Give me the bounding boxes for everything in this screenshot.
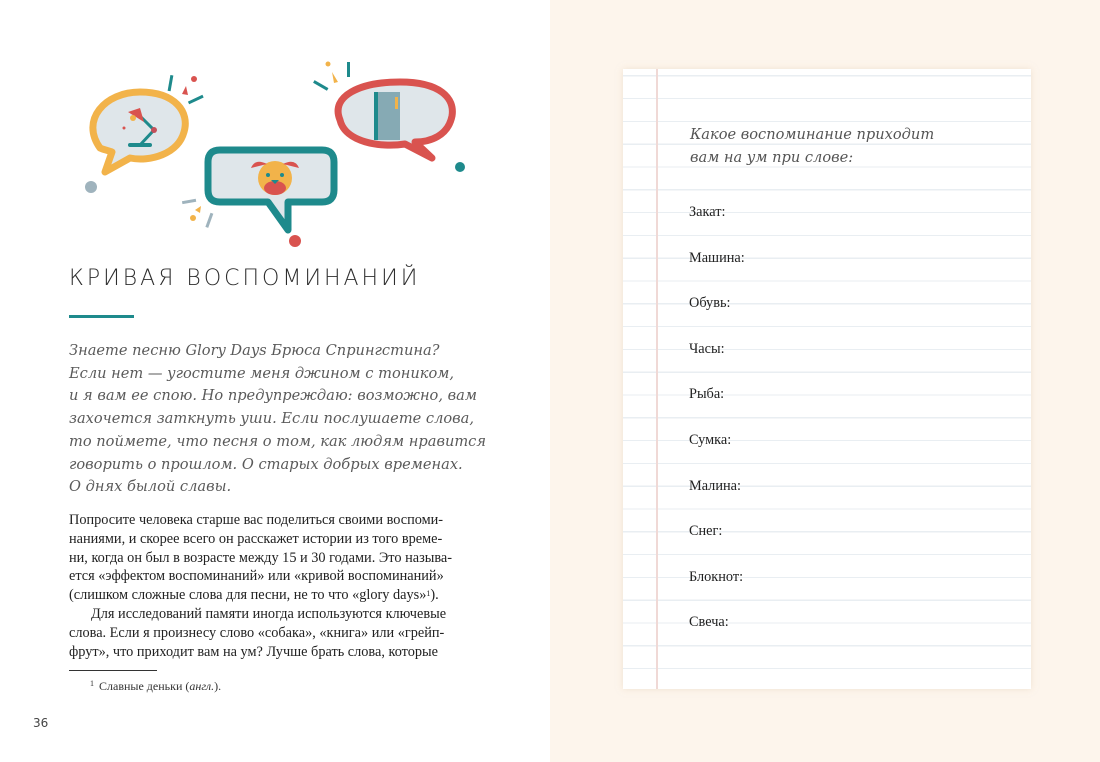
- margin-line: [656, 69, 658, 689]
- word-prompt-bag[interactable]: Сумка:: [689, 431, 732, 448]
- word-prompt-car[interactable]: Машина:: [689, 249, 745, 266]
- lamp-bubble-icon: [93, 92, 185, 172]
- body-line: ни, когда он был в возрасте между 15 и 30 годами. Это называ-: [69, 549, 452, 566]
- word-prompt-shoes[interactable]: Обувь:: [689, 295, 731, 312]
- body-line-suffix: ).: [430, 587, 439, 604]
- body-line: Для исследований памяти иногда используются ключевые: [91, 605, 447, 622]
- body-line: слова. Если я произнесу слово «собака», «книга» или «грейп-: [69, 624, 445, 641]
- speech-bubbles-illustration: [60, 50, 480, 250]
- lead-line: О днях былой славы.: [69, 478, 232, 496]
- footnote-marker[interactable]: 1: [426, 589, 431, 599]
- prompt-line: Какое воспоминание приходит: [690, 126, 935, 143]
- word-prompt-snow[interactable]: Снег:: [689, 523, 723, 540]
- page-title: КРИВАЯ ВОСПОМИНАНИЙ: [69, 266, 421, 291]
- footnote-text: Славные деньки (: [99, 679, 190, 693]
- word-prompt-notebook[interactable]: Блокнот:: [689, 568, 744, 585]
- title-underline: [69, 315, 134, 318]
- footnote-divider: [69, 670, 157, 671]
- body-line: наниями, и скорее всего он расскажет истории из того време-: [69, 530, 443, 547]
- word-prompt-sunset[interactable]: Закат:: [689, 204, 726, 220]
- footnote-number: 1: [90, 679, 94, 688]
- body-line: фрут», что приходит вам на ум? Лучше брать слова, которые: [69, 643, 438, 660]
- word-prompt-candle[interactable]: Свеча:: [689, 614, 729, 631]
- dog-bubble-icon: [182, 150, 334, 247]
- body-line: ется «эффектом воспоминаний» или «кривой воспоминаний»: [69, 568, 444, 585]
- lead-line: Знаете песню Glory Days Брюса Спрингстина?: [69, 342, 440, 359]
- word-prompt-list: [689, 202, 745, 658]
- body-text: [69, 511, 479, 661]
- footnote: [90, 679, 221, 694]
- lead-line: говорить о прошлом. О старых добрых временах.: [69, 455, 463, 473]
- lead-line: захочется заткнуть уши. Если послушаете слова,: [69, 410, 475, 428]
- body-line-text: (слишком сложные слова для песни, не то что «glory days»: [69, 587, 427, 604]
- lead-paragraph: [69, 340, 489, 499]
- lead-line: и я вам ее спою. Но предупреждаю: возможно, вам: [69, 387, 477, 405]
- prompt-line: вам на ум при слове:: [690, 148, 854, 166]
- word-prompt-fish[interactable]: Рыба:: [689, 386, 725, 403]
- body-line: [69, 586, 479, 605]
- body-line: Попросите человека старше вас поделиться своими воспоми-: [69, 512, 444, 528]
- footnote-suffix: ).: [214, 679, 222, 693]
- prompt-question: [690, 124, 934, 170]
- lead-line: Если нет — угостите меня джином с тоником,: [69, 364, 454, 382]
- lead-line: то поймете, что песня о том, как людям нравится: [69, 432, 487, 450]
- footnote-italic: англ.: [189, 679, 215, 693]
- word-prompt-raspberry[interactable]: Малина:: [689, 477, 741, 494]
- word-prompt-watch[interactable]: Часы:: [689, 340, 725, 357]
- page-number: 36: [33, 716, 49, 730]
